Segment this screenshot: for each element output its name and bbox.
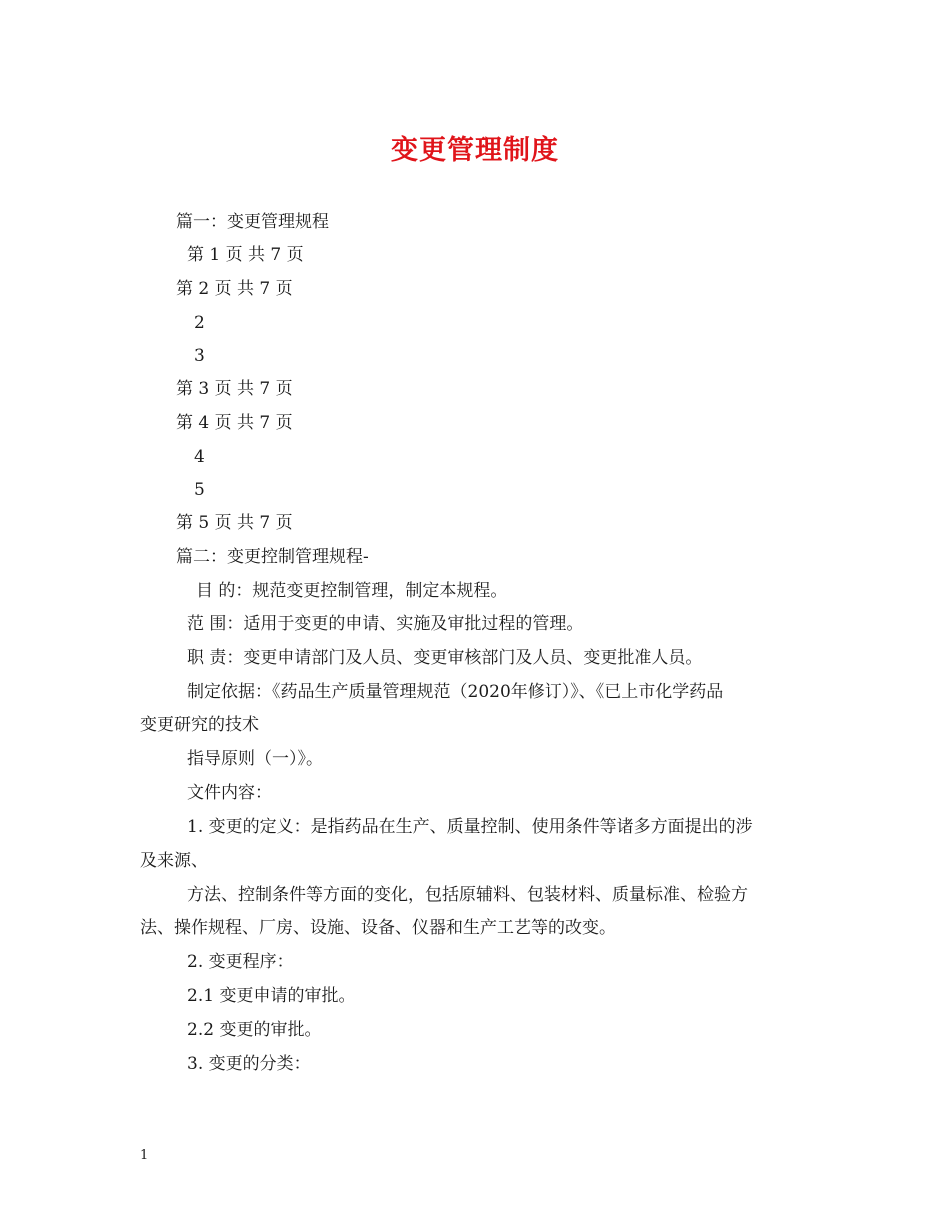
text-line: 篇一：变更管理规程 [176,212,329,232]
text-line: 第 2 页 共 7 页 [176,279,293,299]
text-line: 1. 变更的定义：是指药品在生产、质量控制、使用条件等诸多方面提出的涉 [187,817,753,837]
text-line: 方法、控制条件等方面的变化，包括原辅料、包装材料、质量标准、检验方 [187,885,748,905]
text-line: 2.1 变更申请的审批。 [187,986,356,1006]
text-line: 4 [194,447,205,467]
text-line: 制定依据：《药品生产质量管理规范（2020年修订）》、《已上市化学药品 [187,682,724,702]
text-line: 5 [194,480,205,500]
text-line: 第 4 页 共 7 页 [176,413,293,433]
text-line: 文件内容： [187,783,272,803]
text-line: 第 3 页 共 7 页 [176,379,293,399]
text-line: 3 [194,346,205,366]
text-line: 法、操作规程、厂房、设施、设备、仪器和生产工艺等的改变。 [140,918,616,938]
text-line: 第 5 页 共 7 页 [176,513,293,533]
text-line: 第 1 页 共 7 页 [187,245,304,265]
text-line: 2.2 变更的审批。 [187,1020,322,1040]
document-title: 变更管理制度 [391,135,559,166]
text-line: 目 的：规范变更控制管理，制定本规程。 [196,581,508,601]
text-line: 指导原则（一）》。 [187,749,323,769]
text-line: 及来源、 [140,851,208,871]
text-line: 3. 变更的分类： [187,1054,311,1074]
text-line: 变更研究的技术 [140,715,259,735]
text-line: 篇二：变更控制管理规程- [176,547,369,567]
text-line: 范 围：适用于变更的申请、实施及审批过程的管理。 [187,614,584,634]
text-line: 2 [194,313,205,333]
text-line: 职 责：变更申请部门及人员、变更审核部门及人员、变更批准人员。 [187,648,703,668]
text-line: 2. 变更程序： [187,952,294,972]
footer-page-number: 1 [140,1148,149,1163]
